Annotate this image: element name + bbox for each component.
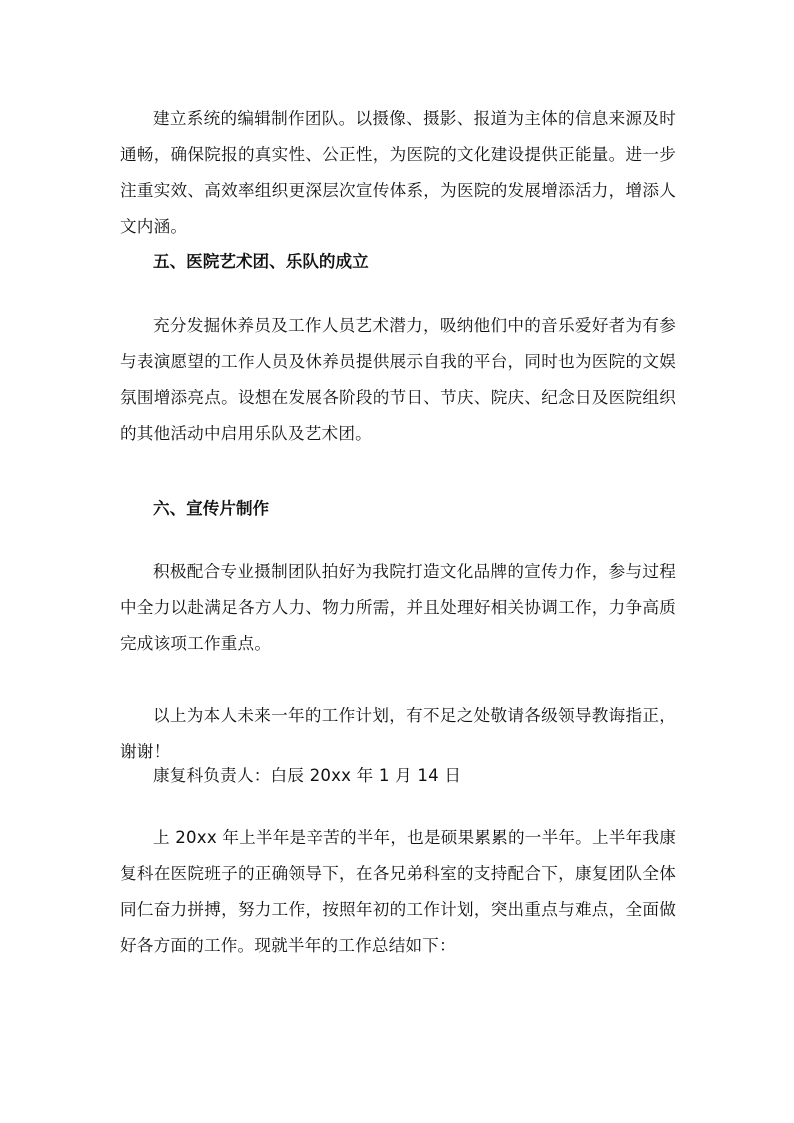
paragraph-closing: 以上为本人未来一年的工作计划，有不足之处敬请各级领导教诲指正，谢谢！	[120, 706, 676, 761]
paragraph-editorial-team: 建立系统的编辑制作团队。以摄像、摄影、报道为主体的信息来源及时通畅，确保院报的真实性、公正性，为医院的文化建设提供正能量。进一步注重实效、高效率组织更深层次宣传体系，为医院的发展增添活力，增添人文内涵。	[120, 109, 676, 236]
heading-arts-troupe: 五、医院艺术团、乐队的成立	[153, 252, 369, 271]
paragraph-promo-video: 积极配合专业摄制团队拍好为我院打造文化品牌的宣传力作，参与过程中全力以赴满足各方人力、物力所需，并且处理好相关协调工作，力争高质完成该项工作重点。	[120, 562, 676, 653]
heading-promo-video: 六、宣传片制作	[153, 499, 270, 518]
signature-line: 康复科负责人：白辰 20xx 年 1 月 14 日	[153, 766, 462, 785]
paragraph-arts-troupe: 充分发掘休养员及工作人员艺术潜力，吸纳他们中的音乐爱好者为有参与表演愿望的工作人员及休养员提供展示自我的平台，同时也为医院的文娱氛围增添亮点。设想在发展各阶段的节日、节庆、院庆、纪念日及医院组织的其他活动中启用乐队及艺术团。	[120, 316, 676, 443]
paragraph-half-year-summary: 上 20xx 年上半年是辛苦的半年，也是硕果累累的一半年。上半年我康复科在医院班子的正确领导下，在各兄弟科室的支持配合下，康复团队全体同仁奋力拼搏，努力工作，按照年初的工作计划，突出重点与难点，全面做好各方面的工作。现就半年的工作总结如下：	[120, 828, 676, 955]
